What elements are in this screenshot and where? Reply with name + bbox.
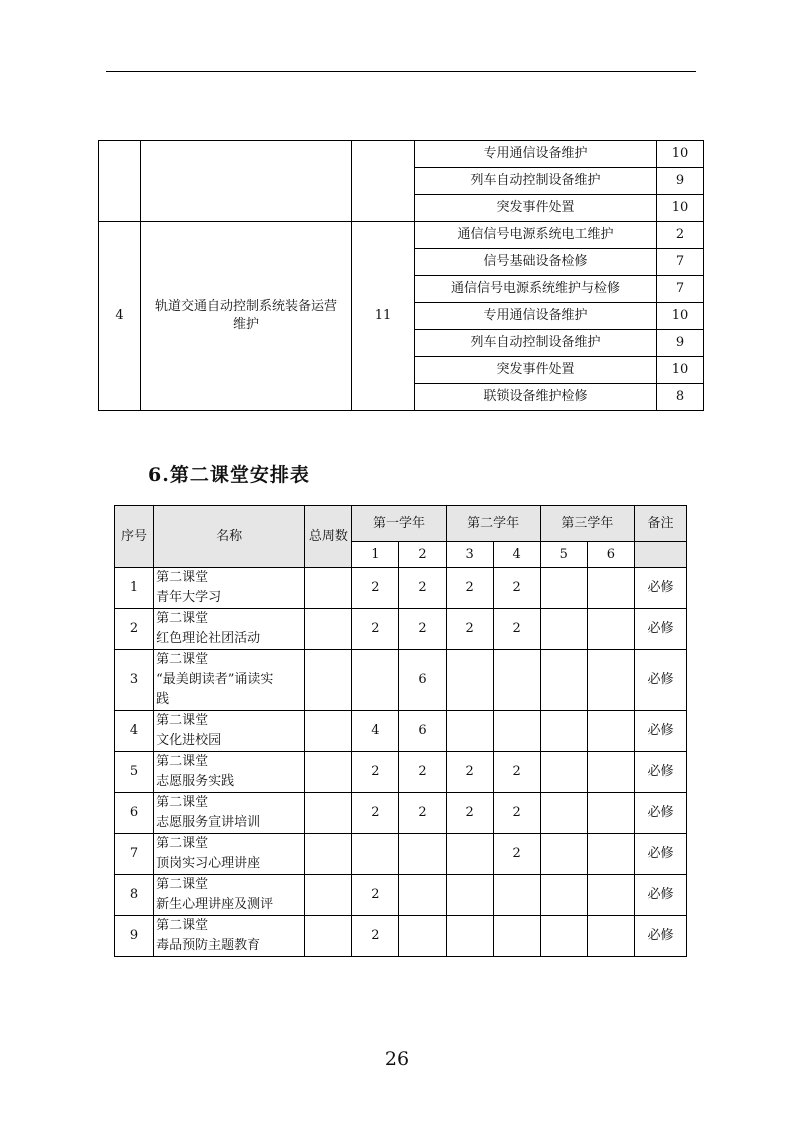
table-row <box>115 711 687 752</box>
row-no-cell: 2 <box>115 609 154 650</box>
course-weeks-cell: 10 <box>657 195 704 222</box>
course-weeks-table <box>98 140 704 411</box>
name-line: 第二课堂 <box>156 918 209 933</box>
row-no-cell: 6 <box>115 793 154 834</box>
term-weeks-cell: 2 <box>352 875 399 916</box>
course-cell: 通信信号电源系统维护与检修 <box>415 276 657 303</box>
total-weeks-cell <box>305 875 352 916</box>
term-weeks-cell <box>587 916 634 957</box>
section-title: 6.第二课堂安排表 <box>148 464 310 486</box>
course-cell: 专用通信设备维护 <box>415 141 657 168</box>
term-weeks-cell: 2 <box>399 568 446 609</box>
term-weeks-cell: 2 <box>446 793 493 834</box>
term-weeks-cell <box>540 609 587 650</box>
page-number: 26 <box>384 1048 410 1070</box>
name-line: 青年大学习 <box>156 590 222 605</box>
term-weeks-cell <box>446 834 493 875</box>
total-weeks-cell <box>305 568 352 609</box>
header-no: 序号 <box>115 506 154 568</box>
course-cell: 联锁设备维护检修 <box>415 384 657 411</box>
remark-cell: 必修 <box>634 650 686 711</box>
remark-cell: 必修 <box>634 793 686 834</box>
row-name-cell <box>154 916 305 957</box>
row-no-cell: 8 <box>115 875 154 916</box>
name-line: 第二课堂 <box>156 836 209 851</box>
remark-cell: 必修 <box>634 609 686 650</box>
term-weeks-cell: 2 <box>352 609 399 650</box>
term-weeks-cell <box>446 875 493 916</box>
term-weeks-cell <box>540 793 587 834</box>
name-line: 红色理论社团活动 <box>156 631 261 646</box>
term-weeks-cell <box>540 916 587 957</box>
term-weeks-cell <box>352 834 399 875</box>
remark-cell: 必修 <box>634 568 686 609</box>
header-year3: 第三学年 <box>540 506 634 542</box>
term-weeks-cell: 2 <box>399 752 446 793</box>
term-weeks-cell <box>540 834 587 875</box>
course-cell: 通信信号电源系统电工维护 <box>415 222 657 249</box>
course-weeks-cell: 7 <box>657 276 704 303</box>
term-weeks-cell <box>587 711 634 752</box>
course-cell: 专用通信设备维护 <box>415 303 657 330</box>
header-term: 4 <box>493 542 540 568</box>
term-weeks-cell: 2 <box>446 609 493 650</box>
name-line: 志愿服务实践 <box>156 774 235 789</box>
header-term: 1 <box>352 542 399 568</box>
course-cell: 突发事件处置 <box>415 357 657 384</box>
name-line: 第二课堂 <box>156 652 209 667</box>
table-row <box>115 752 687 793</box>
row-no-cell: 4 <box>99 222 141 411</box>
table-row <box>115 916 687 957</box>
total-weeks-cell <box>305 752 352 793</box>
term-weeks-cell <box>493 650 540 711</box>
header-year1: 第一学年 <box>352 506 446 542</box>
name-line: 践 <box>156 692 170 707</box>
course-cell: 列车自动控制设备维护 <box>415 330 657 357</box>
row-name-cell <box>154 609 305 650</box>
table-row <box>115 793 687 834</box>
term-weeks-cell <box>493 875 540 916</box>
name-line: 志愿服务宣讲培训 <box>156 815 261 830</box>
term-weeks-cell: 2 <box>493 568 540 609</box>
header-rule <box>106 71 696 72</box>
term-weeks-cell <box>587 568 634 609</box>
term-weeks-cell: 2 <box>446 752 493 793</box>
term-weeks-cell <box>587 875 634 916</box>
term-weeks-cell: 2 <box>493 793 540 834</box>
term-weeks-cell <box>446 650 493 711</box>
table-row <box>115 568 687 609</box>
term-weeks-cell <box>493 711 540 752</box>
row-no-cell: 4 <box>115 711 154 752</box>
term-weeks-cell <box>587 793 634 834</box>
name-line: 毒品预防主题教育 <box>156 938 261 953</box>
remark-cell: 必修 <box>634 834 686 875</box>
row-name-cell <box>154 752 305 793</box>
term-weeks-cell <box>540 568 587 609</box>
row-weeks-cell <box>352 141 415 222</box>
name-line: 第二课堂 <box>156 877 209 892</box>
course-weeks-cell: 10 <box>657 303 704 330</box>
term-weeks-cell <box>587 752 634 793</box>
header-term: 2 <box>399 542 446 568</box>
term-weeks-cell: 2 <box>493 752 540 793</box>
row-name-cell: 轨道交通自动控制系统装备运营维护 <box>141 222 352 411</box>
row-weeks-cell: 11 <box>352 222 415 411</box>
term-weeks-cell: 2 <box>493 609 540 650</box>
table-row <box>115 650 687 711</box>
term-weeks-cell <box>399 834 446 875</box>
term-weeks-cell <box>540 875 587 916</box>
course-weeks-cell: 2 <box>657 222 704 249</box>
term-weeks-cell: 4 <box>352 711 399 752</box>
remark-cell: 必修 <box>634 875 686 916</box>
total-weeks-cell <box>305 916 352 957</box>
header-year2: 第二学年 <box>446 506 540 542</box>
remark-cell: 必修 <box>634 711 686 752</box>
row-no-cell: 7 <box>115 834 154 875</box>
term-weeks-cell <box>399 875 446 916</box>
term-weeks-cell <box>493 916 540 957</box>
term-weeks-cell: 6 <box>399 711 446 752</box>
term-weeks-cell <box>587 650 634 711</box>
term-weeks-cell <box>587 834 634 875</box>
term-weeks-cell: 2 <box>399 793 446 834</box>
term-weeks-cell: 2 <box>352 793 399 834</box>
course-weeks-cell: 9 <box>657 330 704 357</box>
row-no-cell: 1 <box>115 568 154 609</box>
row-no-cell: 9 <box>115 916 154 957</box>
header-term: 5 <box>540 542 587 568</box>
total-weeks-cell <box>305 609 352 650</box>
name-line: 第二课堂 <box>156 611 209 626</box>
row-name-cell <box>141 141 352 222</box>
table-row <box>115 875 687 916</box>
header-name: 名称 <box>154 506 305 568</box>
header-total-weeks: 总周数 <box>305 506 352 568</box>
header-remark: 备注 <box>634 506 686 542</box>
term-weeks-cell: 2 <box>493 834 540 875</box>
header-term: 3 <box>446 542 493 568</box>
name-line: 文化进校园 <box>156 733 222 748</box>
header-term: 6 <box>587 542 634 568</box>
term-weeks-cell <box>446 916 493 957</box>
term-weeks-cell: 2 <box>352 752 399 793</box>
term-weeks-cell <box>540 711 587 752</box>
course-weeks-cell: 9 <box>657 168 704 195</box>
name-line: 新生心理讲座及测评 <box>156 897 274 912</box>
total-weeks-cell <box>305 793 352 834</box>
row-name-cell <box>154 793 305 834</box>
table-row <box>99 141 704 168</box>
term-weeks-cell: 2 <box>446 568 493 609</box>
course-weeks-cell: 8 <box>657 384 704 411</box>
course-weeks-cell: 10 <box>657 357 704 384</box>
row-no-cell: 3 <box>115 650 154 711</box>
header-row <box>115 506 687 542</box>
course-cell: 突发事件处置 <box>415 195 657 222</box>
name-line: 顶岗实习心理讲座 <box>156 856 261 871</box>
term-weeks-cell <box>446 711 493 752</box>
row-no-cell: 5 <box>115 752 154 793</box>
course-cell: 信号基础设备检修 <box>415 249 657 276</box>
row-name-cell <box>154 650 305 711</box>
term-weeks-cell <box>352 650 399 711</box>
term-weeks-cell <box>540 650 587 711</box>
term-weeks-cell <box>399 916 446 957</box>
term-weeks-cell <box>540 752 587 793</box>
row-name-cell <box>154 568 305 609</box>
name-line: 第二课堂 <box>156 570 209 585</box>
header-remark-blank <box>634 542 686 568</box>
table-row <box>99 222 704 249</box>
term-weeks-cell: 2 <box>352 568 399 609</box>
row-name-cell <box>154 834 305 875</box>
remark-cell: 必修 <box>634 752 686 793</box>
course-weeks-cell: 10 <box>657 141 704 168</box>
name-line: 第二课堂 <box>156 795 209 810</box>
term-weeks-cell: 2 <box>399 609 446 650</box>
table-row <box>115 834 687 875</box>
term-weeks-cell: 2 <box>352 916 399 957</box>
name-line: 第二课堂 <box>156 754 209 769</box>
course-weeks-cell: 7 <box>657 249 704 276</box>
name-line: “最美朗读者”诵读实 <box>156 672 274 687</box>
total-weeks-cell <box>305 650 352 711</box>
total-weeks-cell <box>305 834 352 875</box>
course-cell: 列车自动控制设备维护 <box>415 168 657 195</box>
total-weeks-cell <box>305 711 352 752</box>
remark-cell: 必修 <box>634 916 686 957</box>
name-line: 第二课堂 <box>156 713 209 728</box>
row-name-cell <box>154 875 305 916</box>
table-row <box>115 609 687 650</box>
term-weeks-cell: 6 <box>399 650 446 711</box>
row-no-cell <box>99 141 141 222</box>
row-name-cell <box>154 711 305 752</box>
second-classroom-table <box>114 505 687 957</box>
term-weeks-cell <box>587 609 634 650</box>
